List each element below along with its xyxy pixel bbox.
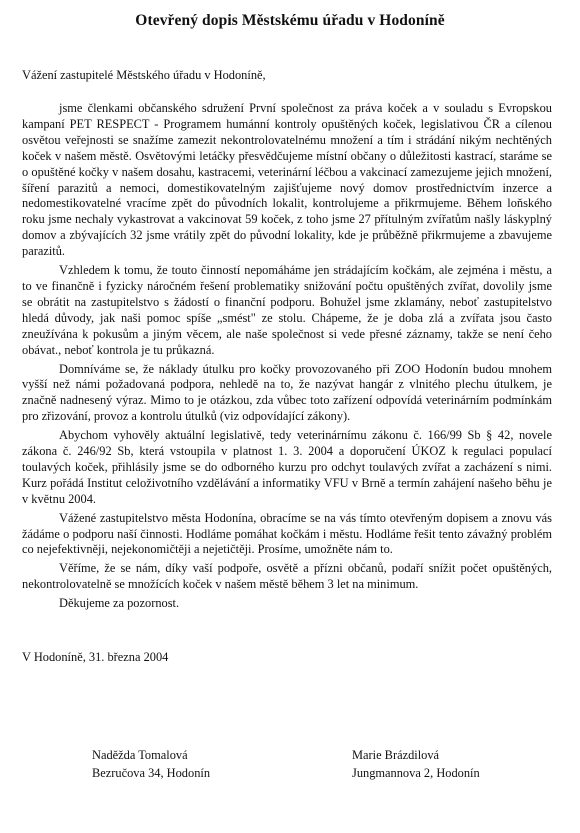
signature-block-right [352,746,480,782]
signatory-name: Marie Brázdilová [352,748,440,762]
letter-title: Otevřený dopis Městskému úřadu v Hodoníně [135,12,445,29]
closing-line: Děkujeme za pozornost. [59,596,180,611]
paragraph: Vzhledem k tomu, že touto činností nepomáháme jen strádajícím kočkám, ale zejména i městu, a to ve finančně i fyzicky náročném řešení problematiky snižování počtu opuštěných zvířat, dovolily jsme se obrátit na zastupitelstvo s žádostí o finanční podporu. Bohužel jsme zklamány, neboť zastupitelstvo hledá důvody, jak naši pomoc spíše „smést" ze stolu. Chápeme, že je doba zlá a zvířata jsou často zneužívána k pokusům a jiným věcem, ale naše společnost si vede přesné záznamy, takže se není čeho obávat., neboť kontrola je tu průkazná. [22,263,552,357]
salutation: Vážení zastupitelé Městského úřadu v Hodoníně, [22,68,266,82]
paragraph: Vážené zastupitelstvo města Hodonína, obracíme se na vás tímto otevřeným dopisem a znovu vás žádáme o podporu naší činnosti. Hodláme pomáhat kočkám i městu. Hodláme řešit tento závažný problém co nejefektivněji, nejekonomičtěji a nejetičtěji. Prosíme, umožněte nám to. [22,510,552,557]
paragraph: Věříme, že se nám, díky vaší podpoře, osvětě a přízni občanů, podaří snížit počet opuštěných, nekontrolovatelně se množících koček v našem městě během 3 let na minimum. [22,561,552,592]
letter-body [22,101,552,612]
signatory-address: Jungmannova 2, Hodonín [352,766,480,780]
paragraph: jsme členkami občanského sdružení První společnost za práva koček a v souladu s Evropskou kampaní PET RESPECT - Programem humánní kontroly opuštěných koček, legislativou ČR a cílenou osvětou veřejnosti se snažíme zamezit nekontrolovatelnému množení a tím i strádání nikým nechtěných koček v našem městě. Osvětovými letáčky přesvědčujeme místní občany o důležitosti kastrací, staráme se o opuštěné kočky v našem dosahu, kastracemi, veterinární léčbou a vakcinací zamezujeme jejich množení, šíření parazitů a nemoci, domestikovatelným zajišťujeme nový domov prostřednictvím inzerce a nedomestikovatelné vracíme zpět do původních lokalit, kontrolujeme a přikrmujeme. Během loňského roku jsme nechaly vykastrovat a vakcinovat 59 koček, z toho jsme 27 přítulným zvířatům našly láskyplný domov a zbývajících 32 jsme vrátily zpět do původní lokality, kde je průběžně přikrmujeme a zbavujeme parazitů. [22,101,552,259]
paragraph: Domníváme se, že náklady útulku pro kočky provozovaného při ZOO Hodonín budou mnohem vyšší než námi požadovaná podpora, nehledě na to, že nazývat hangár z vlnitého plechu útulkem, je značně nadnesený výraz. Mimo to je otázkou, zda vůbec toto zařízení odpovídá veterinárním podmínkám pro zřizování, provoz a kontrolu útulků (viz odpovídající zákony). [22,361,552,424]
signatory-name: Naděžda Tomalová [92,748,188,762]
signature-block-left [92,746,210,782]
place-date: V Hodoníně, 31. března 2004 [22,650,169,664]
paragraph: Abychom vyhověly aktuální legislativě, tedy veterinárnímu zákonu č. 166/99 Sb § 42, novele zákona č. 246/92 Sb, která vstoupila v platnost 1. 3. 2004 a doporučení ÚKOZ k regulaci populací toulavých koček, přihlásily jsme se do odborného kurzu pro odchyt toulavých zvířat a zacházení s nimi. Kurz pořádá Institut celoživotního vzdělávání a informatiky VFU v Brně a termín zahájení našeho běhu je v květnu 2004. [22,428,552,506]
signatory-address: Bezručova 34, Hodonín [92,766,211,780]
